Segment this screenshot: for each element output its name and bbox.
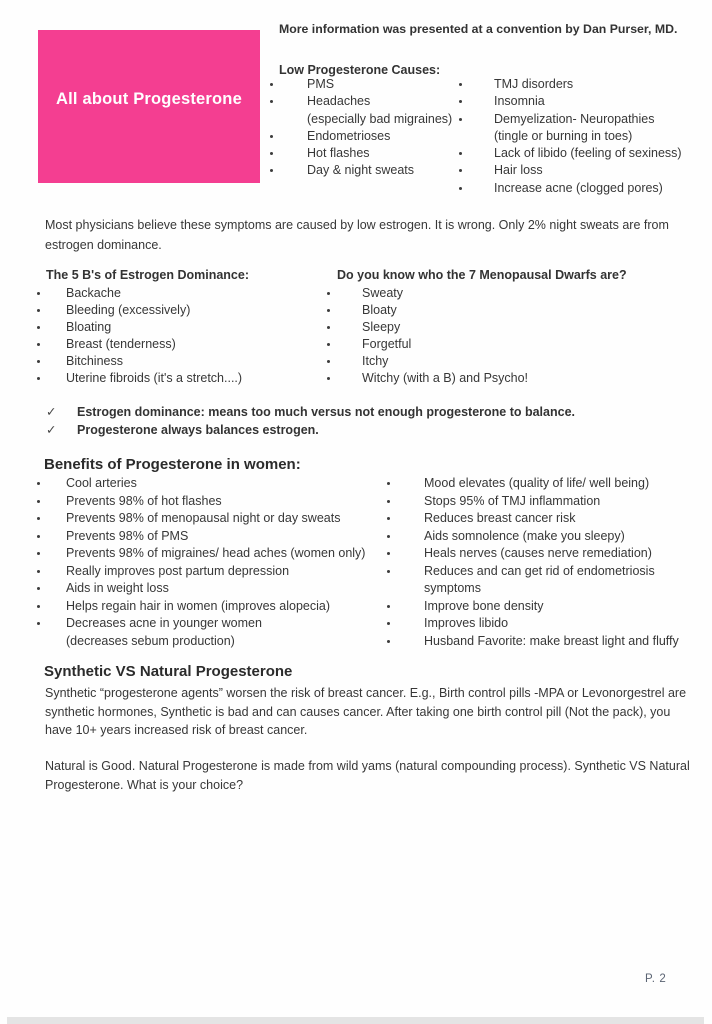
list-item-label: Cool arteries <box>66 476 137 490</box>
list-item-label: Day & night sweats <box>307 163 414 178</box>
list-item <box>36 336 242 353</box>
intro-paragraph: Most physicians believe these symptoms are caused by low estrogen. It is wrong. Only 2% night sweats are from estrogen dominance. <box>45 218 669 252</box>
bullet-icon <box>459 100 462 103</box>
synthetic-paragraph-1: Synthetic “progesterone agents” worsen the risk of breast cancer. E.g., Birth control pills -MPA or Levonorgestrel are synthetic hormones, Synthetic is bad and can causes cancer. After taking one birth control pill (Not the pack), you have 10+ years increased risk of breast cancer. <box>45 686 687 737</box>
bullet-icon <box>37 517 40 520</box>
bullet-icon <box>387 640 390 643</box>
benefits-list-left <box>36 475 365 650</box>
bullet-icon <box>327 326 330 329</box>
bullet-icon <box>270 100 273 103</box>
bullet-icon <box>37 622 40 625</box>
list-item <box>458 162 682 179</box>
synthetic-paragraph-2: Natural is Good. Natural Progesterone is made from wild yams (natural compounding process). Synthetic VS Natural Progesterone. What is your choice? <box>45 759 690 792</box>
list-item <box>386 545 679 563</box>
bullet-icon <box>387 552 390 555</box>
list-item <box>386 598 679 616</box>
list-item-label: (especially bad migraines) <box>307 111 453 126</box>
bullet-icon <box>37 292 40 295</box>
bullet-icon <box>327 292 330 295</box>
list-item-label: Increase acne (clogged pores) <box>494 180 663 195</box>
list-item <box>36 510 365 528</box>
key-point <box>46 422 575 440</box>
list-item-label: Uterine fibroids (it's a stretch....) <box>66 371 243 385</box>
list-item <box>269 162 452 179</box>
list-item <box>36 528 365 546</box>
list-item <box>326 285 528 302</box>
list-item <box>36 319 242 336</box>
bullet-icon <box>387 482 390 485</box>
list-item <box>36 633 365 651</box>
bullet-icon <box>37 343 40 346</box>
list-item <box>326 336 528 353</box>
list-item-label: Bleeding (excessively) <box>66 303 191 317</box>
estrogen-dominance-heading: The 5 B's of Estrogen Dominance: <box>46 268 250 282</box>
list-item-label: Endometrioses <box>307 128 391 143</box>
bullet-icon <box>387 570 390 573</box>
list-item <box>269 128 452 145</box>
bullet-icon <box>37 500 40 503</box>
list-item-label: Headaches <box>307 94 371 109</box>
list-item-label: Helps regain hair in women (improves alopecia) <box>66 598 331 613</box>
bullet-icon <box>459 169 462 172</box>
list-item <box>458 128 682 145</box>
list-item-label: Decreases acne in younger women <box>66 616 262 630</box>
list-item-label: Stops 95% of TMJ inflammation <box>424 493 601 508</box>
list-item-label: Hair loss <box>494 163 543 178</box>
bullet-icon <box>37 535 40 538</box>
list-item <box>36 545 365 563</box>
list-item <box>458 145 682 162</box>
list-item-label: Improves libido <box>424 616 509 630</box>
list-item <box>36 580 365 598</box>
low-progesterone-list-right <box>458 76 682 197</box>
key-point-label: Progesterone always balances estrogen. <box>77 422 319 437</box>
list-item-label: Reduces and can get rid of endometriosis <box>424 563 655 578</box>
bullet-icon <box>327 309 330 312</box>
list-item <box>326 319 528 336</box>
list-item-label: Backache <box>66 286 121 300</box>
list-item <box>269 111 452 128</box>
low-progesterone-heading: Low Progesterone Causes: <box>279 63 441 77</box>
list-item <box>386 633 679 651</box>
list-item <box>36 563 365 581</box>
check-icon: ✓ <box>46 405 57 419</box>
bullet-icon <box>387 517 390 520</box>
list-item <box>458 111 682 128</box>
list-item-label: Prevents 98% of migraines/ head aches (women only) <box>66 546 366 560</box>
list-item <box>36 493 365 511</box>
list-item-label: Hot flashes <box>307 146 370 161</box>
bullet-icon <box>327 377 330 380</box>
list-item-label: Prevents 98% of menopausal night or day sweats <box>66 511 341 525</box>
estrogen-dominance-list <box>36 285 242 387</box>
page-number: P. 2 <box>645 973 667 985</box>
list-item-label: Itchy <box>362 354 389 368</box>
list-item <box>386 493 679 511</box>
list-item-label: Lack of libido (feeling of sexiness) <box>494 146 682 161</box>
page-title: All about Progesterone <box>56 90 242 108</box>
list-item <box>36 285 242 302</box>
bullet-icon <box>37 360 40 363</box>
list-item-label: Aids in weight loss <box>66 581 169 595</box>
list-item <box>269 145 452 162</box>
list-item-label: Heals nerves (causes nerve remediation) <box>424 546 652 560</box>
list-item <box>326 302 528 319</box>
list-item-label: (decreases sebum production) <box>66 633 235 648</box>
list-item-label: Really improves post partum depression <box>66 563 290 578</box>
list-item <box>36 615 365 633</box>
list-item <box>458 76 682 93</box>
list-item <box>386 510 679 528</box>
list-item-label: Bitchiness <box>66 354 123 368</box>
list-item <box>269 93 452 110</box>
list-item <box>386 615 679 633</box>
list-item <box>36 370 242 387</box>
benefits-heading: Benefits of Progesterone in women: <box>44 456 301 473</box>
list-item-label: TMJ disorders <box>494 77 574 91</box>
list-item <box>269 76 452 93</box>
list-item-label: symptoms <box>424 581 481 595</box>
bullet-icon <box>387 500 390 503</box>
list-item <box>386 563 679 581</box>
bottom-edge-bar <box>7 1017 704 1024</box>
list-item-label: Mood elevates (quality of life/ well being) <box>424 476 650 490</box>
list-item <box>36 302 242 319</box>
list-item-label: Breast (tenderness) <box>66 337 176 351</box>
bullet-icon <box>270 83 273 86</box>
list-item-label: Bloaty <box>362 303 397 317</box>
bullet-icon <box>459 83 462 86</box>
list-item-label: Demyelization- Neuropathies <box>494 111 655 126</box>
bullet-icon <box>37 377 40 380</box>
check-icon: ✓ <box>46 422 57 437</box>
bullet-icon <box>327 360 330 363</box>
bullet-icon <box>387 605 390 608</box>
menopausal-dwarfs-heading: Do you know who the 7 Menopausal Dwarfs are? <box>337 268 627 282</box>
key-point-label: Estrogen dominance: means too much versus not enough progesterone to balance. <box>77 405 575 419</box>
list-item-label: Husband Favorite: make breast light and fluffy <box>424 633 679 648</box>
bullet-icon <box>37 552 40 555</box>
bullet-icon <box>327 343 330 346</box>
bullet-icon <box>459 152 462 155</box>
list-item-label: Bloating <box>66 320 112 334</box>
list-item-label: Sleepy <box>362 320 401 334</box>
bullet-icon <box>37 309 40 312</box>
list-item <box>36 353 242 370</box>
key-points-list <box>46 404 575 439</box>
list-item-label: Forgetful <box>362 337 412 351</box>
synthetic-heading: Synthetic VS Natural Progesterone <box>44 663 293 680</box>
bullet-icon <box>270 169 273 172</box>
list-item-label: Insomnia <box>494 94 545 109</box>
bullet-icon <box>37 587 40 590</box>
list-item-label: Aids somnolence (make you sleepy) <box>424 528 625 543</box>
list-item <box>386 580 679 598</box>
list-item-label: (tingle or burning in toes) <box>494 128 633 143</box>
key-point <box>46 404 575 422</box>
menopausal-dwarfs-list <box>326 285 528 387</box>
bullet-icon <box>37 482 40 485</box>
bullet-icon <box>37 570 40 573</box>
list-item <box>326 353 528 370</box>
bullet-icon <box>37 605 40 608</box>
list-item-label: Sweaty <box>362 286 403 300</box>
bullet-icon <box>387 622 390 625</box>
bullet-icon <box>459 118 462 121</box>
list-item-label: PMS <box>307 77 335 91</box>
bullet-icon <box>270 135 273 138</box>
list-item <box>326 370 528 387</box>
list-item <box>458 93 682 110</box>
list-item <box>386 475 679 493</box>
list-item-label: Prevents 98% of PMS <box>66 528 189 543</box>
list-item-label: Reduces breast cancer risk <box>424 511 576 525</box>
list-item-label: Witchy (with a B) and Psycho! <box>362 371 529 385</box>
bullet-icon <box>459 187 462 190</box>
title-banner <box>38 30 260 183</box>
list-item <box>36 475 365 493</box>
bullet-icon <box>387 535 390 538</box>
list-item <box>36 598 365 616</box>
convention-note: More information was presented at a convention by Dan Purser, MD. <box>279 22 678 36</box>
bullet-icon <box>37 326 40 329</box>
low-progesterone-list-left <box>269 76 452 180</box>
list-item <box>386 528 679 546</box>
benefits-list-right <box>386 475 679 650</box>
list-item-label: Improve bone density <box>424 598 544 613</box>
list-item <box>458 180 682 197</box>
list-item-label: Prevents 98% of hot flashes <box>66 493 222 508</box>
bullet-icon <box>270 152 273 155</box>
